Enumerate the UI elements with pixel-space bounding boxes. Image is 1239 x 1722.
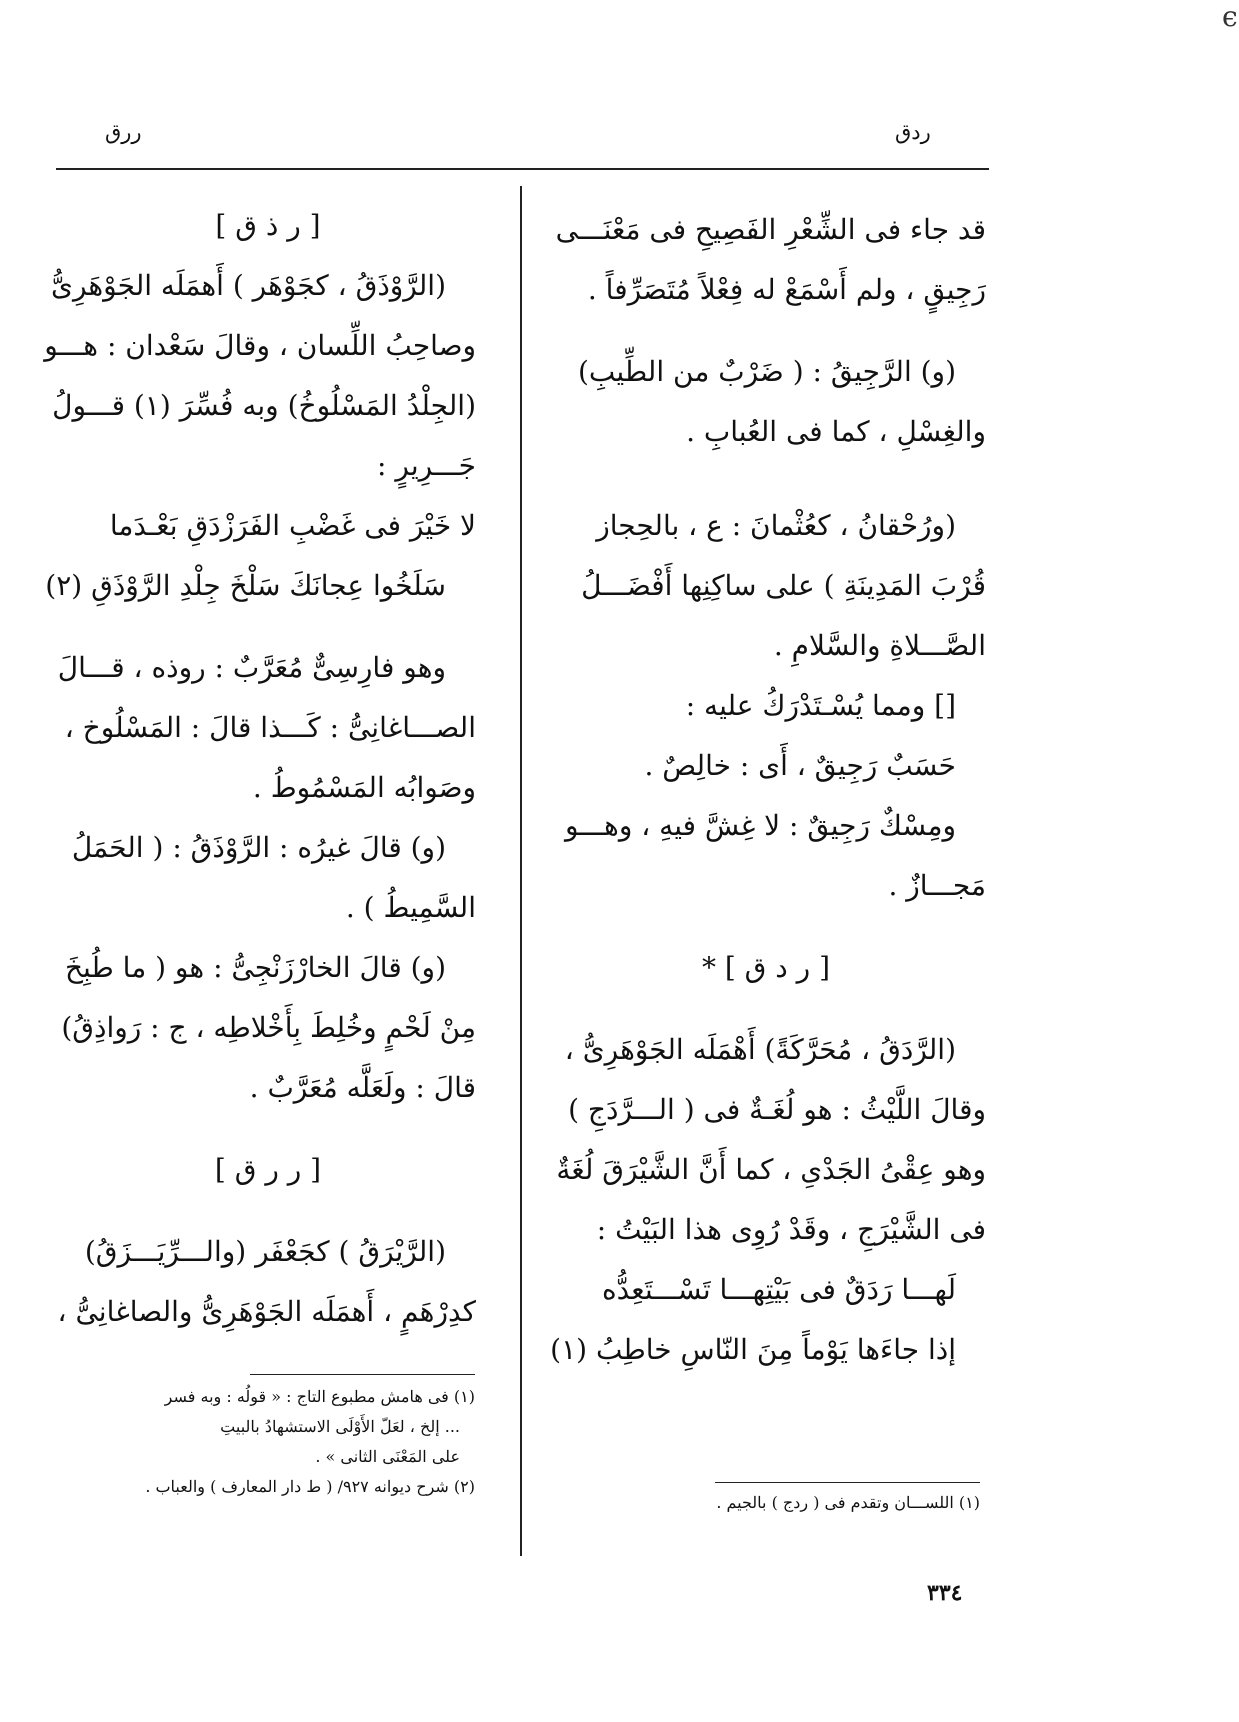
text-line: (و) الرَّجِيقُ : ( ضَرْبٌ من الطِّيبِ) — [577, 355, 956, 388]
left-column — [44, 196, 476, 1342]
verse-line: إذا جاءَها يَوْماً مِنَ النّاسِ خاطِبُ (١) — [550, 1333, 956, 1366]
text-line: (و) قالَ غيرُه : الرَّوْذَقُ : ( الحَمَلُ — [71, 831, 446, 864]
header-rule — [56, 168, 989, 170]
text-line: (الرَّدَقُ ، مُحَرَّكَةً) أَهْمَلَه الجَوْهَرِىُّ ، — [564, 1033, 956, 1066]
text-line: وهو عِقْىُ الجَدْىِ ، كما أَنَّ الشَّيْرَقَ لُغَةٌ — [556, 1153, 986, 1186]
column-divider — [520, 186, 522, 1556]
footnote-left-2: (٢) شرح ديوانه ٩٢٧/ ( ط دار المعارف ) والعباب . — [145, 1477, 475, 1496]
text-line: وقالَ اللَّيْثُ : هو لُغَـةٌ فى ( الـــرَّدَجِ ) — [568, 1093, 986, 1126]
entry-heading: [ ر ذ ق ] — [215, 209, 321, 242]
text-line: فى الشَّيْرَجِ ، وقَدْ رُوِى هذا البَيْتُ : — [596, 1213, 986, 1246]
corner-mark: ϵ — [1222, 0, 1238, 33]
verse-line: سَلَخُوا عِجانَكَ سَلْخَ جِلْدِ الرَّوْذَقِ (٢) — [45, 569, 446, 602]
text-line: كدِرْهَمٍ ، أَهمَلَه الجَوْهَرِىُّ والصاغانِىُّ ، — [57, 1295, 476, 1328]
footnote-left-1-end: على المَعْنَى الثانى » . — [315, 1447, 460, 1466]
text-line: (الجِلْدُ المَسْلُوخُ) وبه فُسِّرَ (١) قـــولُ — [52, 389, 476, 422]
text-line: قُرْبَ المَدِينَةِ ) على ساكِنِها أَفْضَـــلُ — [581, 569, 986, 602]
text-line: الصَّـــلاةِ والسَّلامِ . — [773, 629, 986, 662]
entry-heading: [ ر ر ق ] — [214, 1153, 322, 1186]
text-line: (ورُحْقانُ ، كعُثْمانَ : ع ، بالحِجاز — [596, 509, 956, 542]
text-line: قالَ : ولَعَلَّه مُعَرَّبٌ . — [249, 1071, 476, 1104]
text-line: وهو فارِسِىٌّ مُعَرَّبٌ : روذه ، قـــالَ — [57, 651, 446, 684]
text-line: وصَوابُه المَسْمُوطُ . — [252, 771, 476, 804]
verse-line: لا خَيْرَ فى غَضْبِ الفَرَزْدَقِ بَعْـدَما — [109, 509, 476, 542]
text-line: مِنْ لَحْمٍ وخُلِطَ بِأَخْلاطِه ، ج : رَواذِقُ) — [61, 1011, 476, 1044]
text-line: جَـــرِيرٍ : — [377, 449, 476, 482]
text-line: [] ومما يُسْـتَدْرَكُ عليه : — [685, 689, 956, 722]
text-line: حَسَبٌ رَجِيقٌ ، أَى : خالِصٌ . — [644, 749, 956, 782]
text-line: (و) قالَ الخارْزَنْجِىُّ : هو ( ما طُبِخَ — [64, 951, 446, 984]
text-line: ومِسْكٌ رَجِيقٌ : لا غِشَّ فيهِ ، وهـــو — [564, 809, 956, 842]
running-head-left: ررق — [105, 120, 142, 144]
footnote-rule-right — [715, 1482, 980, 1483]
text-line: (الرَّوْذَقُ ، كجَوْهَر ) أَهمَلَه الجَوْهَرِىُّ — [51, 269, 446, 302]
verse-line: لَهـــا رَدَقٌ فى بَيْتِهـــا تَسْـــتَعِدُّه — [601, 1273, 956, 1306]
text-line: مَجـــازٌ . — [888, 869, 986, 902]
text-line: والغِسْلِ ، كما فى العُبابِ . — [686, 415, 986, 448]
text-line: السَّمِيطُ ) . — [345, 891, 476, 924]
footnote-rule-left — [250, 1374, 475, 1375]
text-line: قد جاء فى الشِّعْرِ الفَصِيحِ فى مَعْنَـــى — [555, 213, 986, 246]
right-column — [546, 200, 986, 1380]
entry-heading: [ ر د ق ] * — [701, 951, 831, 984]
page-number: ٣٣٤ — [927, 1580, 963, 1606]
text-line: (الرَّيْرَقُ ) كجَعْفَر (والـــرِّيَـــزَقُ) — [84, 1235, 446, 1268]
running-head-right: ردق — [895, 120, 931, 144]
footnote-right: (١) اللســـان وتقدم فى ( ردج ) بالجيم . — [716, 1493, 980, 1512]
text-line: الصـــاغانِىُّ : كَـــذا قالَ : المَسْلُوخ ، — [64, 711, 476, 744]
footnote-left-1-cont: ... إلخ ، لعَلّ الأَوْلَى الاستشهادُ بالبيتِ — [220, 1417, 460, 1436]
footnote-left-1: (١) فى هامش مطبوع التاج : « قولُه : وبه فسر — [164, 1387, 475, 1406]
text-line: رَجِيقٍ ، ولم أَسْمَعْ له فِعْلاً مُتَصَرِّفاً . — [587, 273, 986, 306]
text-line: وصاحِبُ اللِّسان ، وقالَ سَعْدان : هـــو — [44, 329, 476, 362]
